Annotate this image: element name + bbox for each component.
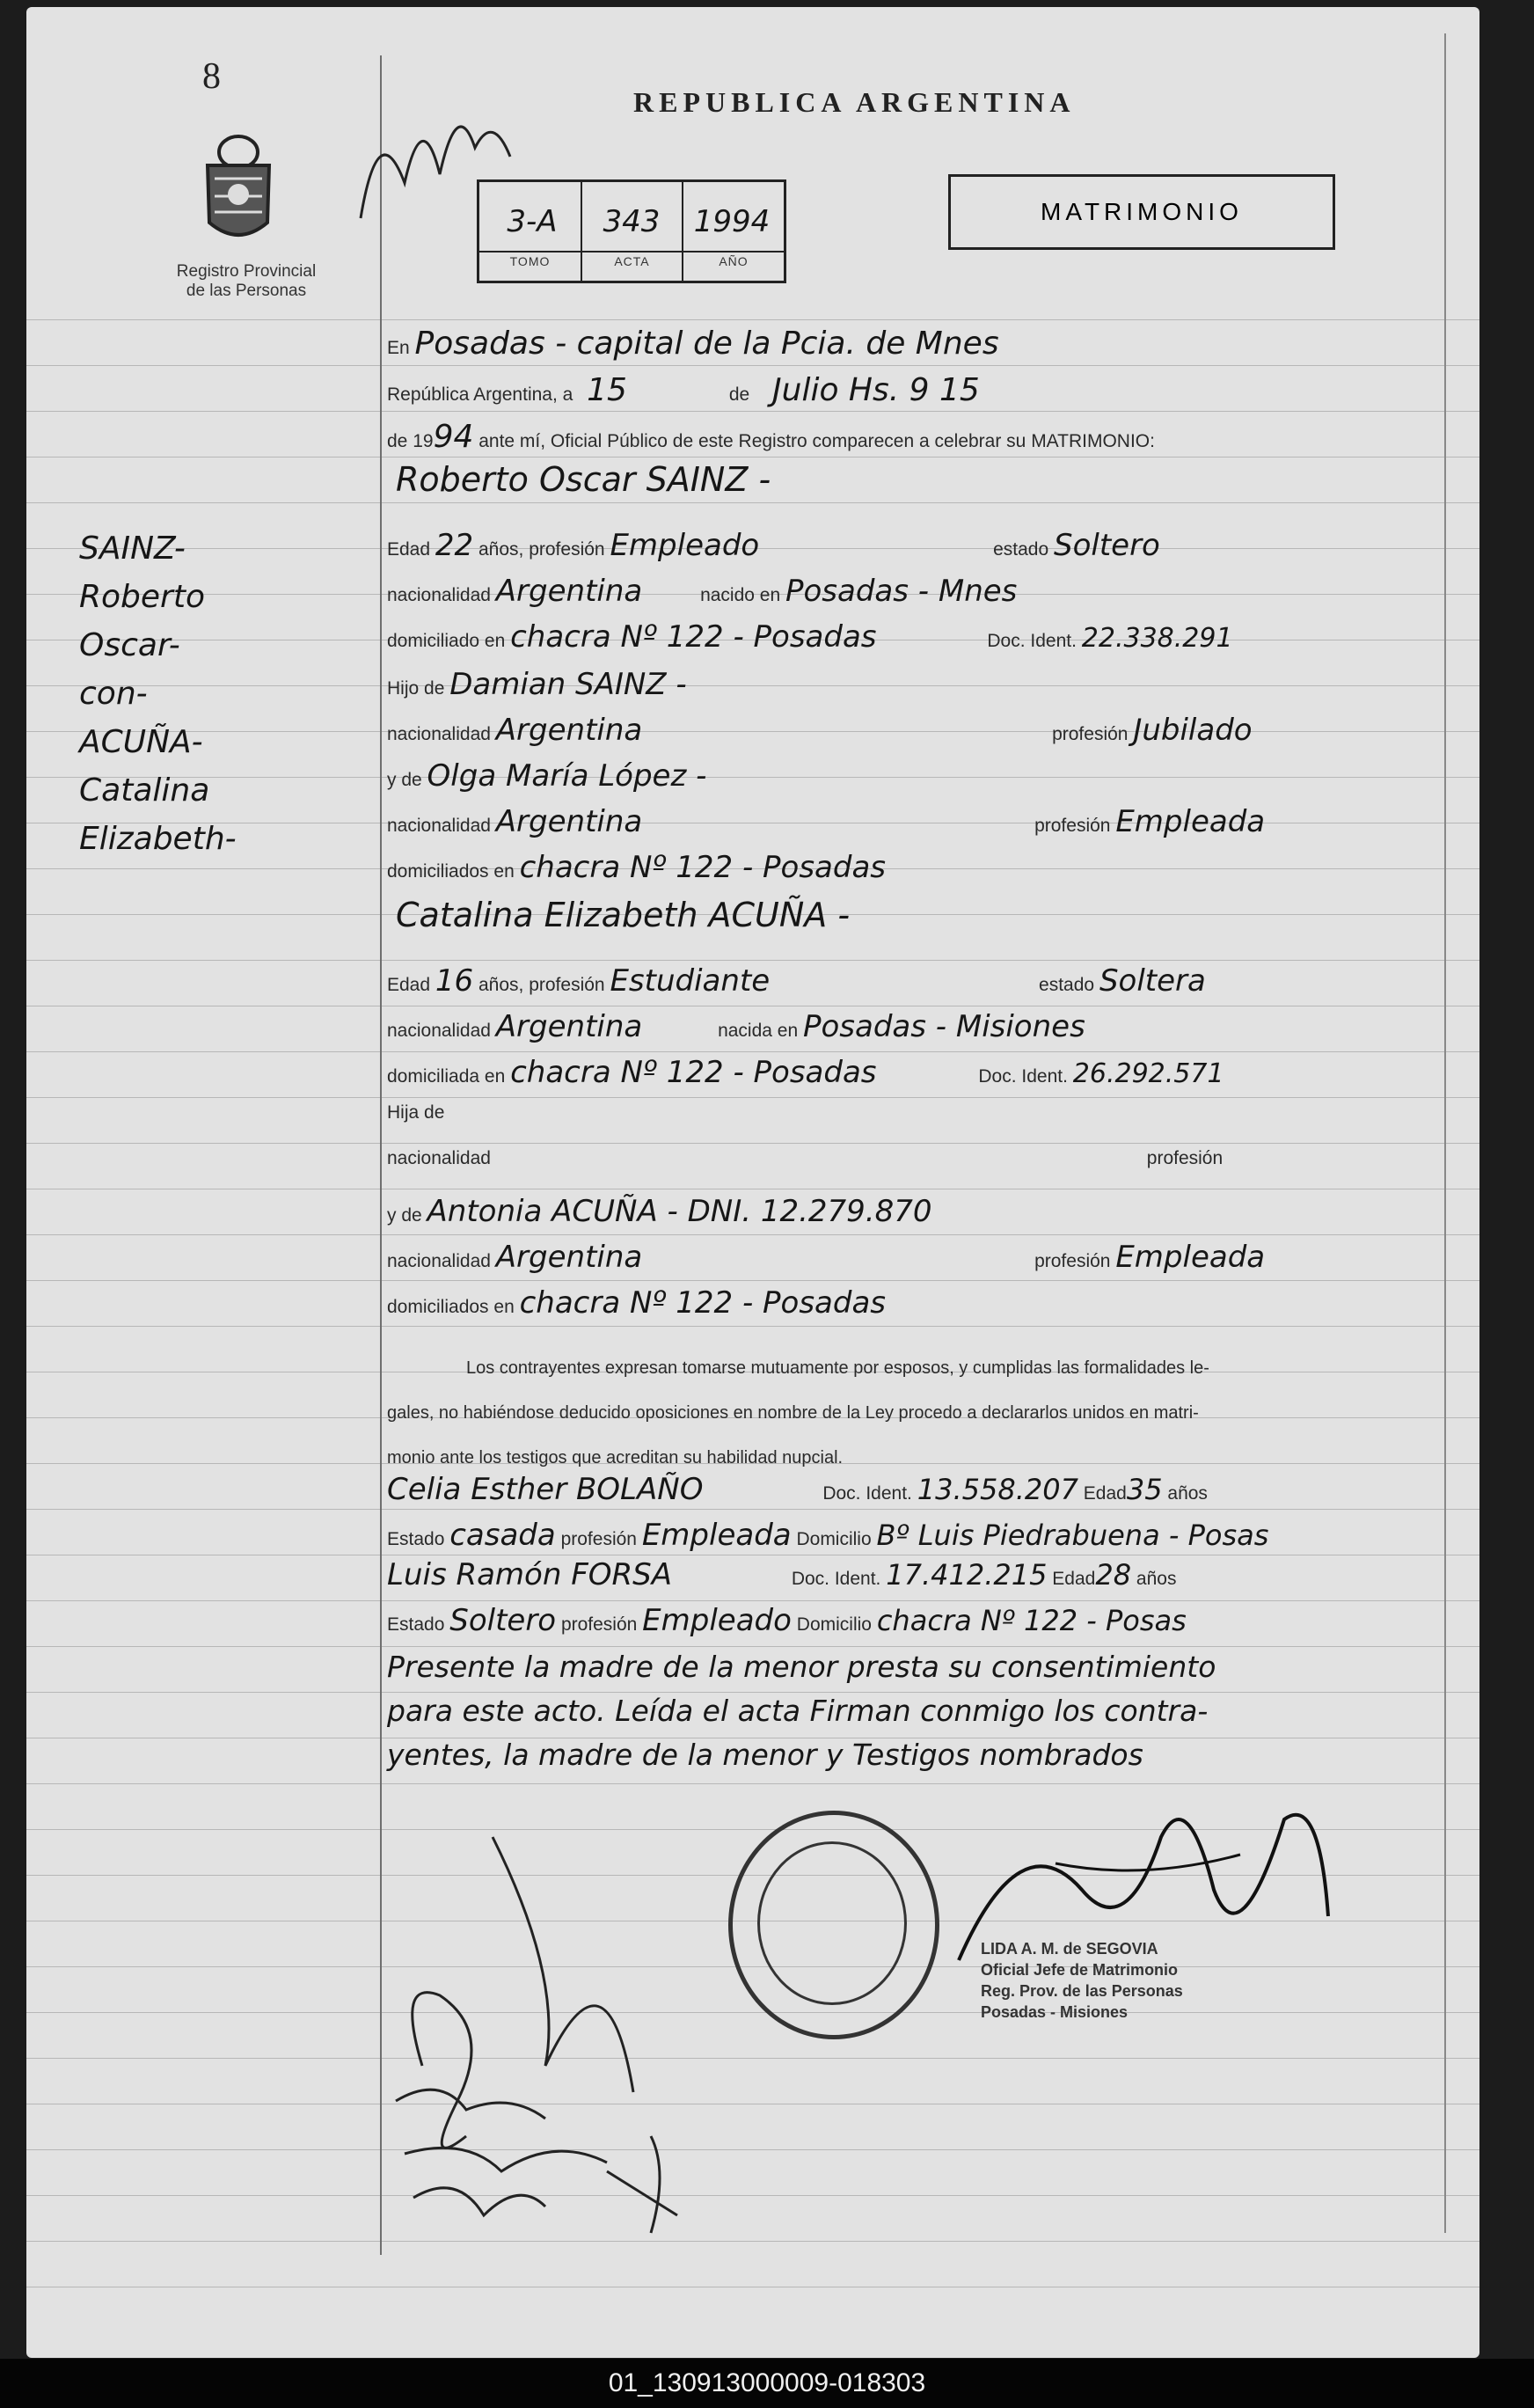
- anos-label: años: [1167, 1483, 1208, 1504]
- tomo-value: 3-A: [507, 204, 558, 239]
- estado-label: Estado: [387, 1529, 445, 1549]
- register-page: [26, 7, 1479, 2358]
- margin-name-line: Roberto: [79, 579, 205, 615]
- place-value: Posadas - capital de la Pcia. de Mnes: [414, 326, 999, 362]
- profesion-label: profesión: [1034, 816, 1111, 836]
- y-de-label: y de: [387, 770, 422, 790]
- coat-of-arms-icon: [190, 117, 287, 249]
- official-title: Oficial Jefe de Matrimonio: [981, 1961, 1179, 1979]
- registry-name-line1: Registro Provincial: [176, 262, 317, 281]
- edad-label: Edad: [387, 539, 431, 560]
- margin-name-line: Elizabeth-: [79, 821, 237, 857]
- groom-nationality: Argentina: [495, 574, 643, 609]
- profesion-label: profesión: [1146, 1148, 1224, 1168]
- y-de-label: y de: [387, 1205, 422, 1226]
- ruled-line: [26, 365, 1479, 366]
- nacida-label: nacida en: [718, 1021, 799, 1041]
- mother-profession: Empleada: [1115, 804, 1266, 839]
- groom-section: [387, 517, 1443, 904]
- party-signatures-icon: [387, 1802, 756, 2242]
- acta-value: 343: [603, 204, 661, 239]
- record-type: MATRIMONIO: [1041, 198, 1243, 225]
- year-value: 94: [433, 419, 474, 455]
- edad-label: Edad: [1052, 1569, 1096, 1589]
- groom-born: Posadas - Mnes: [785, 574, 1018, 609]
- closing-text: [387, 1645, 1478, 1777]
- hija-label: Hija de: [387, 1102, 445, 1123]
- groom-domicile: chacra Nº 122 - Posadas: [510, 619, 877, 655]
- profesion-label: profesión: [560, 1529, 637, 1549]
- margin-name-line: Oscar-: [79, 627, 180, 663]
- anos-label: años: [1136, 1569, 1177, 1589]
- nacido-label: nacido en: [700, 585, 781, 605]
- domiciliados-label: domiciliados en: [387, 1297, 515, 1317]
- margin-divider: [380, 55, 382, 2255]
- profesion-label: profesión: [1034, 1251, 1111, 1271]
- image-id-footer: 01_130913000009-018303: [0, 2359, 1534, 2408]
- nacionalidad-label: nacionalidad: [387, 1251, 491, 1271]
- ruled-line: [26, 1509, 1479, 1510]
- nacionalidad-label: nacionalidad: [387, 585, 491, 605]
- de-label: de: [728, 384, 750, 405]
- month-value: Julio Hs. 9 15: [772, 372, 980, 408]
- bride-name: Catalina Elizabeth ACUÑA -: [396, 896, 851, 934]
- doc-label: Doc. Ident.: [987, 631, 1077, 651]
- bride-doc: 26.292.571: [1072, 1058, 1224, 1089]
- margin-name-line: Catalina: [79, 772, 210, 809]
- acta-label: ACTA: [614, 254, 650, 268]
- declaration-line: Los contrayentes expresan tomarse mutuamente por esposos, y cumplidas las formalidades le-: [466, 1358, 1209, 1378]
- parents-domicile: chacra Nº 122 - Posadas: [519, 850, 887, 885]
- witness-name: Celia Esther BOLAÑO: [387, 1472, 704, 1507]
- bride-mother-name: Antonia ACUÑA - DNI. 12.279.870: [427, 1194, 932, 1229]
- en-label: En: [387, 338, 410, 358]
- bride-age: 16: [435, 963, 474, 999]
- day-value: 15: [587, 372, 627, 408]
- bride-mother-nationality: Argentina: [495, 1240, 643, 1275]
- doc-label: Doc. Ident.: [978, 1066, 1068, 1087]
- year-prefix: de 19: [387, 431, 434, 451]
- closing-line: yentes, la madre de la menor y Testigos nombrados: [387, 1738, 1143, 1772]
- witness-profession: Empleado: [642, 1603, 792, 1638]
- bride-mother-profession: Empleada: [1115, 1240, 1266, 1275]
- closing-line: para este acto. Leída el acta Firman conmigo los contra-: [387, 1694, 1209, 1728]
- mother-nationality: Argentina: [495, 804, 643, 839]
- declaration-line: gales, no habiéndose deducido oposiciones en nombre de la Ley procedo a declararlos unidos en matri-: [387, 1403, 1199, 1423]
- domiciliado-label: domiciliado en: [387, 631, 506, 651]
- groom-name: Roberto Oscar SAINZ -: [396, 460, 771, 499]
- father-nationality: Argentina: [495, 713, 643, 748]
- groom-estado: Soltero: [1053, 528, 1160, 563]
- record-type-box: [948, 174, 1335, 250]
- profesion-label: profesión: [1052, 724, 1129, 744]
- tomo-label: TOMO: [509, 254, 551, 268]
- ano-label: AÑO: [719, 254, 749, 268]
- witness-profession: Empleada: [641, 1518, 792, 1553]
- groom-doc: 22.338.291: [1081, 623, 1233, 654]
- witness-doc: 13.558.207: [917, 1473, 1078, 1506]
- domiciliados-label: domiciliados en: [387, 861, 515, 882]
- edad-label: Edad: [387, 975, 431, 995]
- declaration-text: [387, 1346, 1434, 1481]
- official-stamp-text: [981, 1938, 1183, 2023]
- witness-estado: Soltero: [449, 1603, 557, 1638]
- nacionalidad-label: nacionalidad: [387, 816, 491, 836]
- bride-profession: Estudiante: [610, 963, 771, 999]
- official-city: Posadas - Misiones: [981, 2003, 1129, 2021]
- nacionalidad-label: nacionalidad: [387, 1148, 491, 1168]
- republica-label: República Argentina, a: [387, 384, 573, 405]
- declaration-line: monio ante los testigos que acreditan su habilidad nupcial.: [387, 1448, 844, 1467]
- ruled-line: [26, 319, 1479, 320]
- ruled-line: [26, 411, 1479, 412]
- bride-estado: Soltera: [1099, 963, 1206, 999]
- estado-label: Estado: [387, 1614, 445, 1635]
- country-heading: REPUBLICA ARGENTINA: [633, 86, 1076, 118]
- witness-domicile: Bº Luis Piedrabuena - Posas: [876, 1519, 1269, 1552]
- nacionalidad-label: nacionalidad: [387, 1021, 491, 1041]
- anos-profesion-label: años, profesión: [478, 539, 605, 560]
- hijo-label: Hijo de: [387, 678, 445, 699]
- bride-domicile: chacra Nº 122 - Posadas: [510, 1055, 877, 1090]
- groom-profession: Empleado: [610, 528, 760, 563]
- ruled-line: [26, 502, 1479, 503]
- domicilio-label: Domicilio: [796, 1614, 872, 1635]
- anos-profesion-label: años, profesión: [478, 975, 605, 995]
- margin-name-line: con-: [79, 676, 148, 712]
- witness-estado: casada: [449, 1518, 556, 1553]
- domiciliada-label: domiciliada en: [387, 1066, 506, 1087]
- doc-label: Doc. Ident.: [791, 1569, 881, 1589]
- witness-age: 35: [1126, 1473, 1163, 1506]
- margin-name-line: SAINZ-: [79, 531, 186, 567]
- father-profession: Jubilado: [1133, 713, 1253, 748]
- registry-name-line2: de las Personas: [186, 282, 307, 300]
- margin-names: [79, 524, 237, 863]
- bride-born: Posadas - Misiones: [803, 1009, 1085, 1044]
- intro-text: ante mí, Oficial Público de este Registro comparecen a celebrar su MATRIMONIO:: [478, 431, 1155, 451]
- mother-name: Olga María López -: [427, 758, 707, 794]
- witness-age: 28: [1095, 1558, 1132, 1592]
- estado-label: estado: [1039, 975, 1095, 995]
- margin-name-line: ACUÑA-: [79, 724, 203, 760]
- domicilio-label: Domicilio: [796, 1529, 872, 1549]
- nacionalidad-label: nacionalidad: [387, 724, 491, 744]
- bride-parents-domicile: chacra Nº 122 - Posadas: [519, 1285, 887, 1321]
- groom-age: 22: [435, 528, 474, 563]
- witness-domicile: chacra Nº 122 - Posas: [876, 1604, 1187, 1637]
- father-name: Damian SAINZ -: [449, 667, 687, 702]
- closing-line: Presente la madre de la menor presta su consentimiento: [387, 1650, 1216, 1684]
- tomo-acta-ano-box: [477, 179, 786, 283]
- estado-label: estado: [993, 539, 1049, 560]
- ano-value: 1994: [693, 204, 771, 239]
- edad-label: Edad: [1083, 1483, 1127, 1504]
- witness-doc: 17.412.215: [886, 1558, 1048, 1592]
- bride-section: [387, 953, 1443, 1340]
- right-border: [1444, 33, 1446, 2233]
- official-office: Reg. Prov. de las Personas: [981, 1982, 1183, 2000]
- ruled-line: [26, 1600, 1479, 1601]
- profesion-label: profesión: [560, 1614, 638, 1635]
- official-name: LIDA A. M. de SEGOVIA: [981, 1940, 1158, 1958]
- doc-label: Doc. Ident.: [822, 1483, 912, 1504]
- page-number: 8: [202, 56, 221, 97]
- bride-nationality: Argentina: [495, 1009, 643, 1044]
- witness-name: Luis Ramón FORSA: [387, 1557, 672, 1592]
- official-seal-icon: [728, 1811, 939, 2039]
